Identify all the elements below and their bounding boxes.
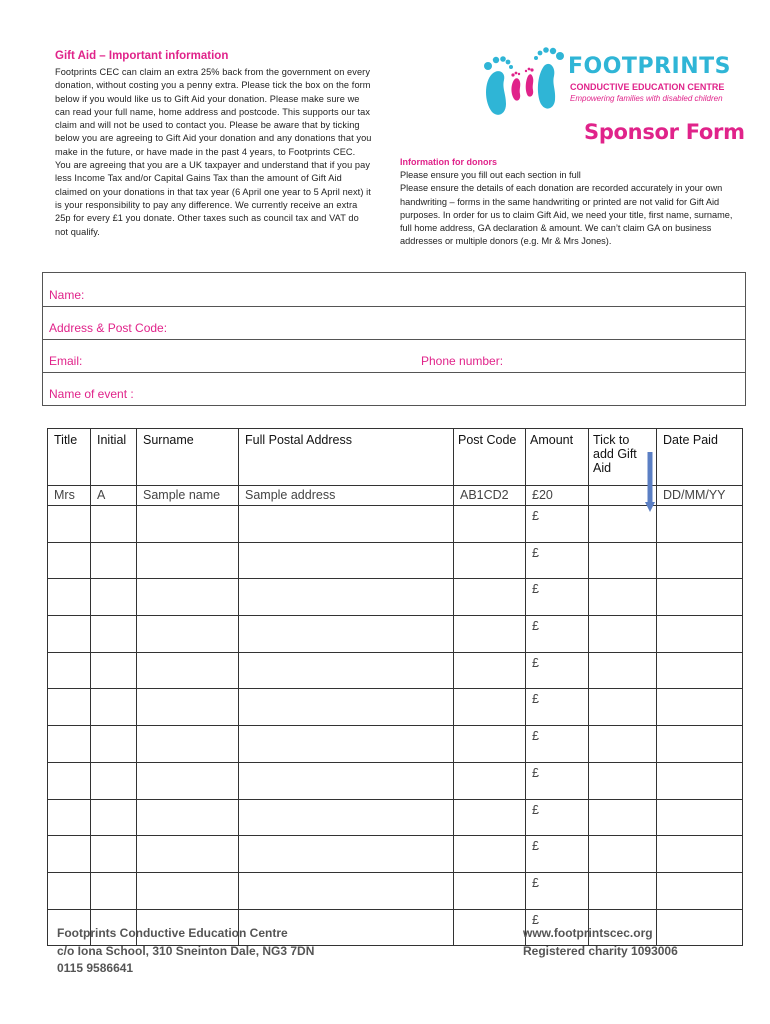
table-cell[interactable]: [239, 726, 454, 763]
table-cell[interactable]: [589, 762, 657, 799]
table-cell[interactable]: [48, 799, 91, 836]
gift-aid-body: Footprints CEC can claim an extra 25% back from the government on every donation, without costing you a penny extra. Please tick the box on the form below if you would like us to Gift Aid your donation. Please make sure we can read your full name, home address and postcode. This supports our tax claim and will not be used to contact you. Please be aware that by ticking below you are agreeing to Gift Aid your donation and any donations that you make in the future, or have made in the past 4 years, to Footprints CEC. You are agreeing that you are a UK taxpayer and understand that if you pay less Income Tax and/or Capital Gains Tax than the amount of Gift Aid claimed on your donations in that tax year (6 April one year to 5 April next) it is your responsibility to pay any difference. We currently receive an extra 25p for every £1 you donate. Other taxes such as council tax and VAT do not qualify.: [55, 67, 372, 237]
footer-phone: 0115 9586641: [57, 961, 134, 975]
table-cell[interactable]: £: [526, 616, 589, 653]
table-cell[interactable]: [48, 542, 91, 579]
table-cell[interactable]: £: [526, 506, 589, 543]
donor-details-box: [42, 272, 746, 406]
header-initial: Initial: [91, 429, 137, 486]
table-cell[interactable]: [454, 799, 526, 836]
name-label: Name:: [49, 288, 85, 302]
table-cell[interactable]: [91, 616, 137, 653]
table-cell[interactable]: [91, 652, 137, 689]
table-cell[interactable]: [454, 579, 526, 616]
table-cell[interactable]: [589, 652, 657, 689]
table-cell[interactable]: [137, 726, 239, 763]
table-cell[interactable]: [91, 799, 137, 836]
sample-date: DD/MM/YY: [657, 486, 743, 506]
gift-aid-section: [55, 50, 373, 239]
table-cell[interactable]: [239, 836, 454, 873]
table-cell[interactable]: [48, 762, 91, 799]
sample-row: [48, 486, 743, 506]
footer-address: c/o Iona School, 310 Sneinton Dale, NG3 7DN: [57, 943, 315, 958]
table-cell[interactable]: [657, 726, 743, 763]
table-cell[interactable]: £: [526, 799, 589, 836]
table-cell[interactable]: £: [526, 652, 589, 689]
table-row[interactable]: [48, 689, 743, 726]
table-cell[interactable]: [589, 836, 657, 873]
table-cell[interactable]: [91, 872, 137, 909]
table-cell[interactable]: [91, 579, 137, 616]
gift-aid-heading: Gift Aid – Important information: [55, 50, 229, 62]
header-date-paid: Date Paid: [657, 429, 743, 486]
sample-postcode: AB1CD2: [454, 486, 526, 506]
table-cell[interactable]: [657, 616, 743, 653]
footer-left: [57, 925, 314, 978]
table-row[interactable]: [48, 506, 743, 543]
table-cell[interactable]: [48, 872, 91, 909]
table-cell[interactable]: [137, 652, 239, 689]
header-address: Full Postal Address: [239, 429, 454, 486]
name-row[interactable]: [43, 273, 745, 307]
table-cell[interactable]: [137, 872, 239, 909]
table-cell[interactable]: [239, 652, 454, 689]
table-cell[interactable]: [91, 726, 137, 763]
footer-charity: Registered charity 1093006: [523, 943, 678, 958]
table-cell[interactable]: [454, 762, 526, 799]
table-cell[interactable]: [239, 506, 454, 543]
donations-table: [47, 428, 743, 946]
table-row[interactable]: [48, 799, 743, 836]
sample-title: Mrs: [48, 486, 91, 506]
table-cell[interactable]: [657, 542, 743, 579]
table-cell[interactable]: £: [526, 542, 589, 579]
table-cell[interactable]: [589, 726, 657, 763]
table-cell[interactable]: [91, 542, 137, 579]
donor-info-section: [400, 157, 735, 249]
table-cell[interactable]: [137, 616, 239, 653]
table-cell[interactable]: [48, 579, 91, 616]
table-row[interactable]: [48, 616, 743, 653]
table-cell[interactable]: [239, 616, 454, 653]
table-cell[interactable]: [48, 506, 91, 543]
header-surname: Surname: [137, 429, 239, 486]
event-label: Name of event :: [49, 387, 134, 401]
table-cell[interactable]: [657, 836, 743, 873]
address-label: Address & Post Code:: [49, 321, 168, 335]
logo-subtitle: CONDUCTIVE EDUCATION CENTRE: [570, 82, 725, 92]
table-cell[interactable]: £: [526, 836, 589, 873]
table-cell[interactable]: [137, 836, 239, 873]
footer-website[interactable]: www.footprintscec.org: [523, 926, 653, 940]
table-cell[interactable]: [239, 799, 454, 836]
table-cell[interactable]: [589, 579, 657, 616]
header-postcode: Post Code: [454, 429, 526, 486]
table-cell[interactable]: [454, 616, 526, 653]
table-cell[interactable]: £: [526, 762, 589, 799]
table-cell[interactable]: [657, 506, 743, 543]
table-cell[interactable]: [48, 689, 91, 726]
footprints-logo: [478, 44, 748, 118]
table-cell[interactable]: £: [526, 689, 589, 726]
table-cell[interactable]: [454, 872, 526, 909]
donor-info-body: Please ensure you fill out each section in full Please ensure the details of each donation are recorded accurately in your own handwriting – forms in the same handwriting or printed are not valid for Gift Aid purposes. In order for us to claim Gift Aid, we need your title, first name, surname, full home address, GA declaration & amount. We can’t claim GA on business addresses or multiple donors (e.g. Mr & Mrs Jones).: [400, 170, 733, 247]
table-cell[interactable]: [454, 909, 526, 946]
table-row[interactable]: [48, 652, 743, 689]
table-cell[interactable]: [91, 836, 137, 873]
table-cell[interactable]: [454, 836, 526, 873]
table-cell[interactable]: [657, 579, 743, 616]
sample-address: Sample address: [239, 486, 454, 506]
table-row[interactable]: [48, 579, 743, 616]
page-title: Sponsor Form: [584, 120, 745, 144]
table-header-row: [48, 429, 743, 486]
table-cell[interactable]: [137, 762, 239, 799]
header-amount: Amount: [526, 429, 589, 486]
table-row[interactable]: [48, 872, 743, 909]
table-cell[interactable]: [657, 689, 743, 726]
address-row[interactable]: [43, 306, 745, 340]
logo-name: FOOTPRINTS: [568, 54, 731, 79]
table-cell[interactable]: [48, 652, 91, 689]
table-cell[interactable]: [454, 542, 526, 579]
phone-label: Phone number:: [421, 354, 504, 368]
table-cell[interactable]: [454, 652, 526, 689]
table-cell[interactable]: [239, 762, 454, 799]
table-cell[interactable]: £: [526, 579, 589, 616]
table-row[interactable]: [48, 542, 743, 579]
event-row[interactable]: [43, 372, 745, 405]
table-cell[interactable]: [239, 689, 454, 726]
email-label: Email:: [49, 354, 83, 368]
table-cell[interactable]: [589, 616, 657, 653]
arrow-down-icon: [645, 452, 655, 512]
table-cell[interactable]: [91, 762, 137, 799]
footprints-feet-icon: [478, 44, 568, 118]
table-cell[interactable]: [657, 799, 743, 836]
sample-amount: £20: [526, 486, 589, 506]
table-cell[interactable]: [657, 652, 743, 689]
table-cell[interactable]: £: [526, 726, 589, 763]
table-cell[interactable]: £: [526, 872, 589, 909]
table-cell[interactable]: [48, 836, 91, 873]
email-phone-row[interactable]: [43, 339, 745, 373]
table-cell[interactable]: £: [526, 909, 589, 946]
logo-tagline: Empowering families with disabled children: [570, 94, 723, 103]
table-cell[interactable]: [589, 542, 657, 579]
table-cell[interactable]: [91, 689, 137, 726]
header-title: Title: [48, 429, 91, 486]
table-cell[interactable]: [657, 762, 743, 799]
table-cell[interactable]: [454, 689, 526, 726]
table-cell[interactable]: [239, 579, 454, 616]
table-cell[interactable]: [137, 542, 239, 579]
table-cell[interactable]: [91, 506, 137, 543]
table-cell[interactable]: [657, 872, 743, 909]
table-cell[interactable]: [589, 799, 657, 836]
footer-right: [523, 925, 678, 960]
table-cell[interactable]: [454, 506, 526, 543]
sample-surname: Sample name: [137, 486, 239, 506]
sample-initial: A: [91, 486, 137, 506]
table-cell[interactable]: [137, 579, 239, 616]
table-cell[interactable]: [239, 872, 454, 909]
table-cell[interactable]: [48, 726, 91, 763]
table-cell[interactable]: [137, 506, 239, 543]
table-row[interactable]: [48, 836, 743, 873]
table-cell[interactable]: [137, 799, 239, 836]
donor-info-heading: Information for donors: [400, 157, 497, 167]
table-row[interactable]: [48, 726, 743, 763]
table-cell[interactable]: [48, 616, 91, 653]
table-row[interactable]: [48, 762, 743, 799]
table-cell[interactable]: [137, 689, 239, 726]
header-gift-aid: Tick to add Gift Aid: [589, 429, 657, 486]
table-cell[interactable]: [454, 726, 526, 763]
table-cell[interactable]: [239, 542, 454, 579]
table-cell[interactable]: [589, 872, 657, 909]
table-cell[interactable]: [589, 689, 657, 726]
footer-org: Footprints Conductive Education Centre: [57, 926, 288, 940]
